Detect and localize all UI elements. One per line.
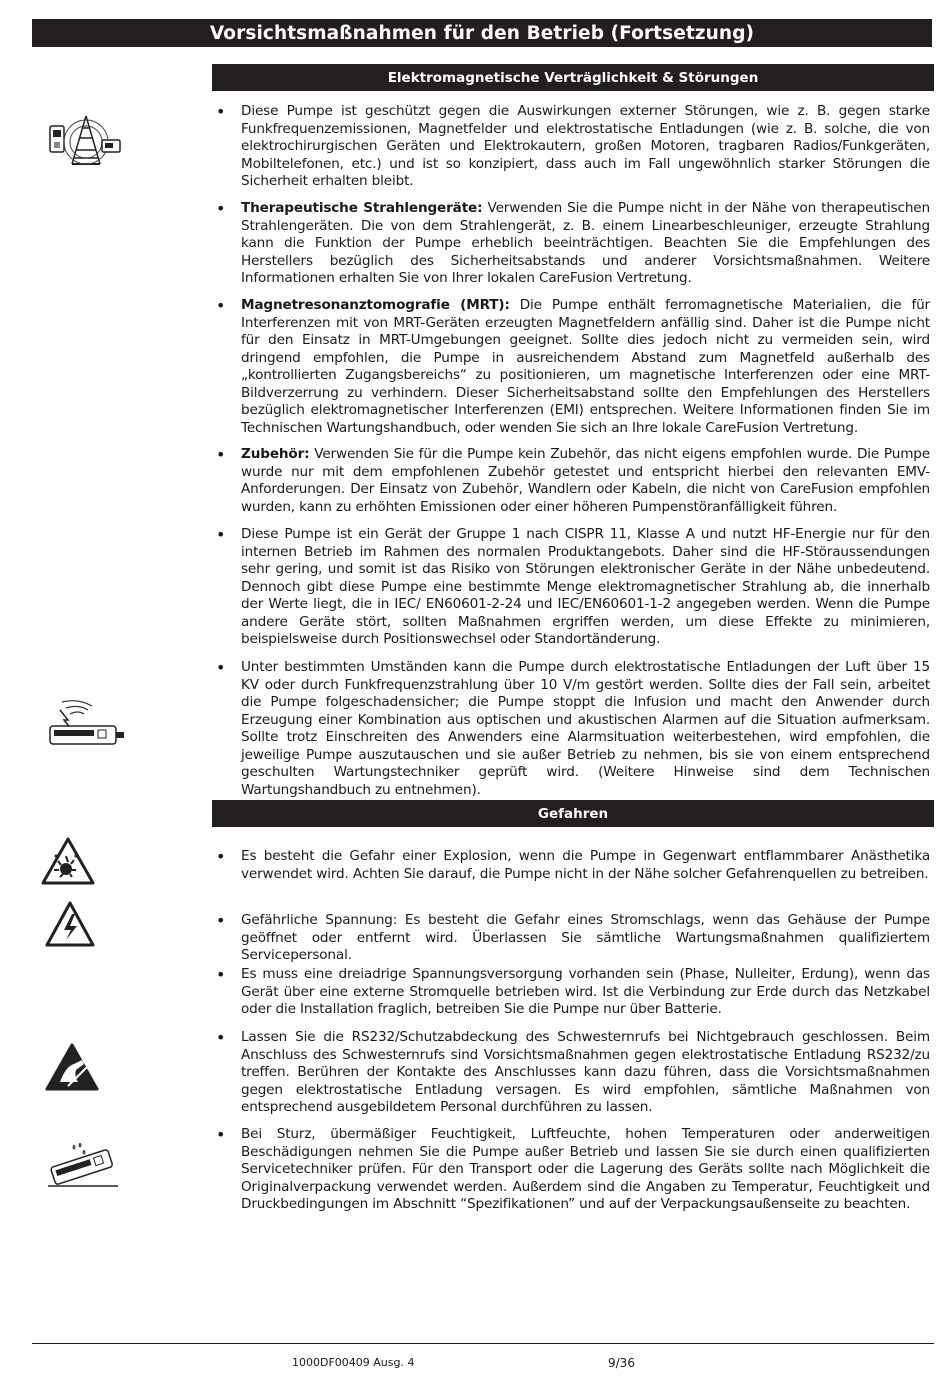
list-item	[212, 526, 930, 649]
item-text: Magnetresonanztomografie (MRT): Die Pumpe enthält ferromagnetische Materialien, die für Interferenzen mit von MRT-Geräten erzeugten Magnetfeldern anfällig sind. Daher ist die Pumpe nicht für den Einsatz in MRT-Umgebungen geeignet. Sollte dies jedoch nicht zu vermeiden sein, wird dringend empfohlen, die Pumpe in ausreichendem Abstand zum Magnetfeld außerhalb des „kontrollierten Zugangsbereichs“ zu positionieren, um magnetische Interferenzen oder eine MRT-Bildverzerrung zu verhindern. Dieser Sicherheitsabstand sollte den Empfehlungen des Herstellers bezüglich elektromagnetischer Interferenzen (EMI) entsprechen. Weitere Informationen finden Sie im Technischen Wartungshandbuch, oder wenden Sie sich an Ihre lokale CareFusion Vertretung.	[241, 297, 930, 436]
page-title: Vorsichtsmaßnahmen für den Betrieb (Fortsetzung)	[209, 22, 755, 44]
bullet: •	[216, 296, 226, 315]
item-text: Diese Pumpe ist ein Gerät der Gruppe 1 nach CISPR 11, Klasse A und nutzt HF-Energie nur für den internen Betrieb im Rahmen des normalen Produktangebots. Daher sind die HF-Störaussendungen sehr gering, und somit ist das Risiko von Störungen elektronischer Geräte in der Nähe unbedeutend. Dennoch gibt diese Pumpe eine bestimmte Menge elektromagnetischer Strahlung ab, die innerhalb der Werte liegt, die in IEC/ EN60601-2-24 und IEC/EN60601-1-2 angegeben werden. Wenn die Pumpe andere Geräte stört, sollten Maßnahmen ergriffen werden, um diese Effekte zu minimieren, beispielsweise durch Positionswechsel oder Standortänderung.	[241, 526, 930, 647]
section-header-hazards	[212, 800, 934, 827]
bullet: •	[216, 445, 226, 464]
footer-doc-number: 1000DF00409 Ausg. 4	[292, 1356, 415, 1369]
bullet: •	[216, 911, 226, 930]
item-text: Therapeutische Strahlengeräte: Verwenden Sie die Pumpe nicht in der Nähe von therapeutischen Strahlengeräten. Die von dem Strahlengerät, z. B. einem Linearbeschleuniger, erzeugte Strahlung kann die Funktion der Pumpe erheblich beeinträchtigen. Beachten Sie die Empfehlungen des Herstellers bezüglich des Sicherheitsabstands und anderer Vorsichtsmaßnahmen. Weitere Informationen erhalten Sie von Ihrer lokalen CareFusion Vertretung.	[241, 200, 930, 286]
bullet: •	[216, 525, 226, 544]
bullet: •	[216, 1028, 226, 1047]
item-text: Es muss eine dreiadrige Spannungsversorgung vorhanden sein (Phase, Nulleiter, Erdung), wenn das Gerät über eine externe Stromquelle betrieben wird. Ist die Verbindung zur Erde durch das Netzkabel oder die Installation fraglich, betreiben Sie die Pumpe nur über Batterie.	[241, 966, 930, 1017]
bullet: •	[216, 1125, 226, 1144]
item-text: Unter bestimmten Umständen kann die Pumpe durch elektrostatische Entladungen der Luft über 15 KV oder durch Funkfrequenzstrahlung über 10 V/m gestört werden. Sollte dies der Fall sein, arbeitet die Pumpe folgeschadensicher; die Pumpe stoppt die Infusion und macht den Anwender durch Erzeugung einer Kombination aus optischen und akustischen Alarmen auf die Situation aufmerksam. Sollte trotz Einschreiten des Anwenders eine Alarmsituation weiterbestehen, wird empfohlen, die jeweilige Pumpe auszutauschen und sie außer Betrieb zu nehmen, bis sie von einem entsprechend geschulten Wartungstechniker geprüft wird. (Weitere Hinweise sind dem Technischen Wartungshandbuch zu entnehmen).	[241, 659, 930, 798]
section-header-emc	[212, 64, 934, 91]
item-text: Lassen Sie die RS232/Schutzabdeckung des Schwesternrufs bei Nichtgebrauch geschlossen. Beim Anschluss des Schwesternrufs sind Vorsichtsmaßnahmen gegen elektrostatische Entladung RS232/zu treffen. Berühren der Kontakte des Anschlusses kann dazu führen, dass die Vorsichtsmaßnahmen gegen elektrostatische Entladung versagen. Es wird empfohlen, sämtliche Maßnahmen von entsprechend ausgebildetem Personal durchführen zu lassen.	[241, 1029, 930, 1115]
list-item	[212, 966, 930, 1019]
bullet: •	[216, 102, 226, 121]
pump-static-discharge-icon	[48, 700, 126, 748]
footer-page-number: 9/36	[608, 1356, 635, 1370]
list-item	[212, 848, 930, 883]
bullet: •	[216, 847, 226, 866]
electric-shock-warning-icon	[44, 900, 96, 948]
list-item	[212, 912, 930, 965]
bullet: •	[216, 199, 226, 218]
item-text: Zubehör: Verwenden Sie für die Pumpe kein Zubehör, das nicht eigens empfohlen wurde. Die Pumpe wurde nur mit dem empfohlenen Zubehör getestet und entspricht hierbei den relevanten EMV-Anforderungen. Der Einsatz von Zubehör, Wandlern oder Kabeln, die nicht von CareFusion empfohlen wurden, kann zu erhöhten Emissionen oder einer höheren Pumpenstöranfälligkeit führen.	[241, 446, 930, 515]
list-item	[212, 446, 930, 516]
bullet: •	[216, 965, 226, 984]
explosion-warning-icon	[40, 836, 96, 886]
list-item	[212, 200, 930, 288]
bullet: •	[216, 658, 226, 677]
esd-warning-icon	[44, 1042, 100, 1092]
list-item	[212, 297, 930, 437]
item-text: Gefährliche Spannung: Es besteht die Gefahr eines Stromschlags, wenn das Gehäuse der Pumpe geöffnet oder entfernt wird. Überlassen Sie sämtliche Wartungsmaßnahmen qualifiziertem Servicepersonal.	[241, 912, 930, 963]
list-item	[212, 1126, 930, 1214]
footer-divider	[32, 1343, 934, 1344]
list-item	[212, 659, 930, 799]
page-header-bar	[32, 19, 932, 47]
item-text: Diese Pumpe ist geschützt gegen die Auswirkungen externer Störungen, wie z. B. gegen starke Funkfrequenzemissionen, Magnetfelder und elektrostatische Entladungen (wie z. B. solche, die von elektrochirurgischen Geräten und Elektrokautern, großen Motoren, tragbaren Radios/Funkgeräten, Mobiltelefonen, etc.) und ist so konzipiert, dass auch im Fall ungewöhnlich starker Störungen die Sicherheit erhalten bleibt.	[241, 103, 930, 189]
item-text: Es besteht die Gefahr einer Explosion, wenn die Pumpe in Gegenwart entflammbarer Anästhetika verwendet wird. Achten Sie darauf, die Pumpe nicht in der Nähe solcher Gefahrenquellen zu betreiben.	[241, 848, 930, 882]
list-item	[212, 1029, 930, 1117]
item-text: Bei Sturz, übermäßiger Feuchtigkeit, Luftfeuchte, hohen Temperaturen oder anderweitigen Beschädigungen nehmen Sie die Pumpe außer Betrieb und lassen Sie sie durch einen qualifizierten Servicetechniker prüfen. Für den Transport oder die Lagerung des Geräts sollte nach Möglichkeit die Originalverpackung verwendet werden. Außerdem sind die Angaben zu Temperatur, Feuchtigkeit und Druckbedingungen im Abschnitt “Spezifikationen” und auf der Verpackungsaußenseite zu beachten.	[241, 1126, 930, 1212]
section-title-emc: Elektromagnetische Verträglichkeit & Störungen	[387, 69, 759, 86]
radio-interference-icon	[48, 112, 124, 168]
section-title-hazards: Gefahren	[537, 805, 609, 822]
pump-drop-damage-icon	[44, 1142, 120, 1188]
list-item	[212, 103, 930, 191]
